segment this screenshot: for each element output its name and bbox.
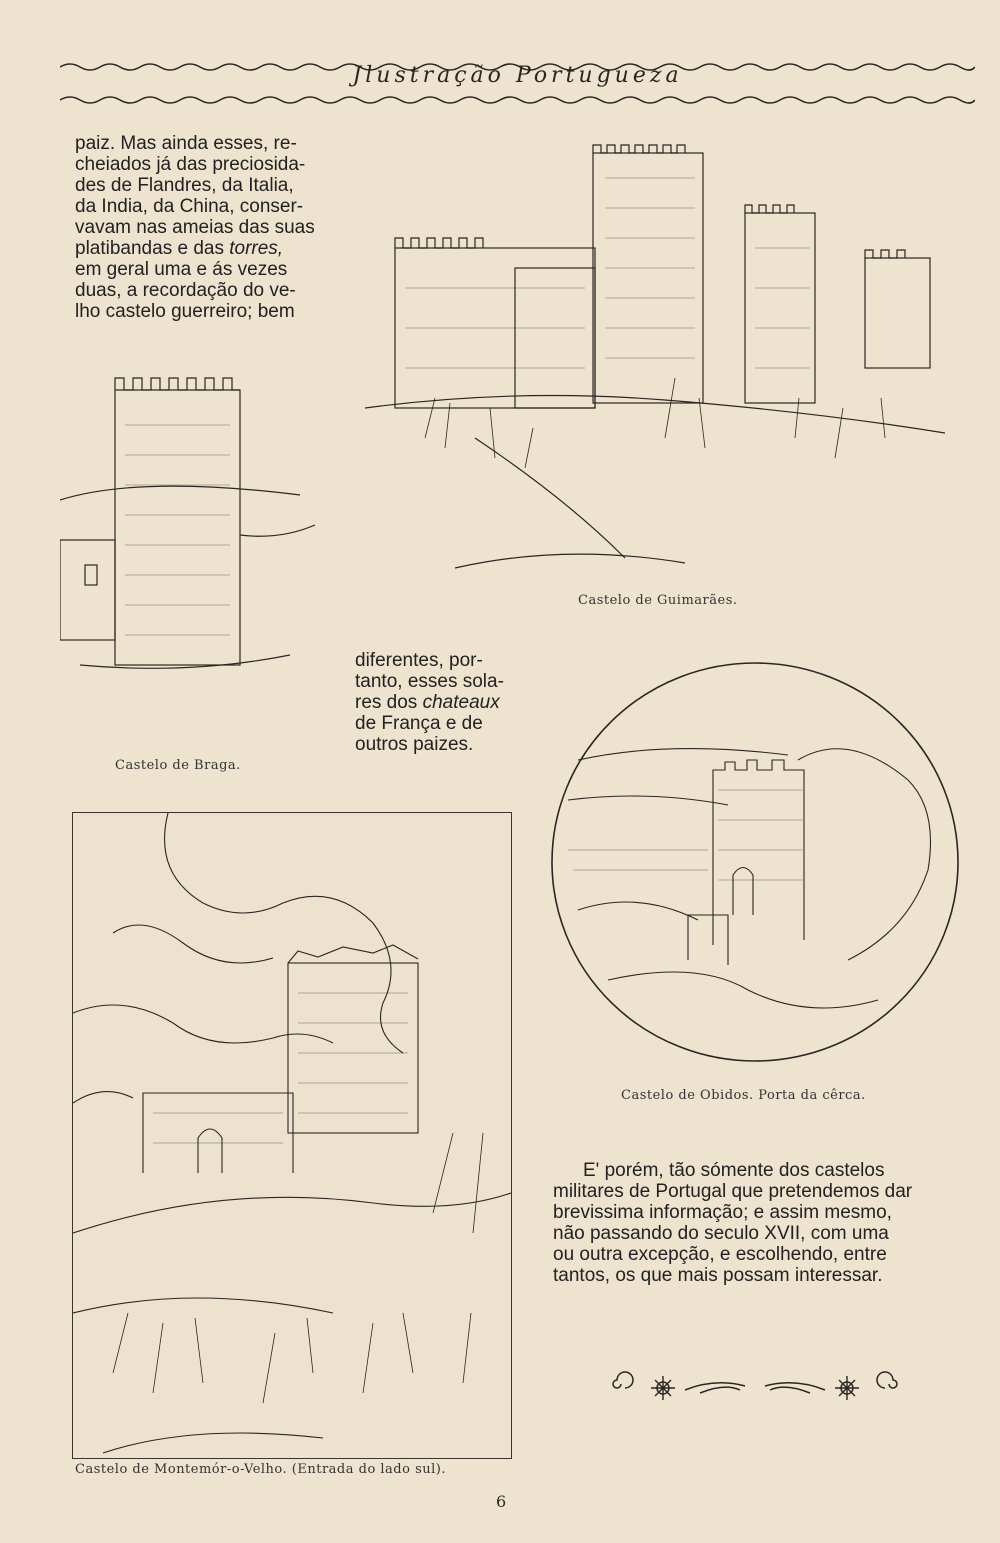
caption-guimaraes: Castelo de Guimarães. <box>578 593 738 608</box>
italic-word: chateaux <box>422 692 500 713</box>
circular-castle-drawing-icon <box>548 660 963 1065</box>
ornament <box>605 1368 905 1408</box>
text-line: diferentes, por- <box>355 650 483 671</box>
obidos-illustration <box>548 660 963 1065</box>
text-line: duas, a recordação do ve- <box>75 280 296 301</box>
text-line: des de Flandres, da Italia, <box>75 175 294 196</box>
text-line: em geral uma e ás vezes <box>75 259 288 280</box>
text-line: não passando do seculo XVII, com uma <box>553 1223 889 1244</box>
castle-ruins-drawing-icon <box>73 813 511 1458</box>
text-line: paiz. Mas ainda esses, re- <box>75 133 297 154</box>
text-line: lho castelo guerreiro; bem <box>75 301 295 322</box>
text-line: tantos, os que mais possam interessar. <box>553 1265 883 1286</box>
castle-drawing-icon <box>365 138 945 588</box>
tower-drawing-icon <box>60 355 315 745</box>
text-line: E' porém, tão sómente dos castelos <box>583 1160 885 1181</box>
text-line: tanto, esses sola- <box>355 671 504 692</box>
braga-illustration <box>60 355 315 745</box>
text-line: ou outra excepção, e escolhendo, entre <box>553 1244 887 1265</box>
text-line <box>75 238 325 259</box>
text-line: militares de Portugal que pretendemos dar <box>553 1181 913 1202</box>
masthead-title: Jlustração Portugueza <box>352 63 683 88</box>
text-line: cheiados já das preciosida- <box>75 154 306 175</box>
intro-text <box>75 133 325 322</box>
montemor-illustration <box>72 812 512 1459</box>
floral-divider-icon <box>605 1368 905 1408</box>
text-line: da India, da China, conser- <box>75 196 304 217</box>
text-fragment: res dos <box>355 692 418 713</box>
text-fragment: platibandas e das <box>75 238 224 259</box>
guimaraes-illustration <box>365 138 945 588</box>
caption-obidos: Castelo de Obidos. Porta da cêrca. <box>621 1088 866 1103</box>
caption-braga: Castelo de Braga. <box>115 758 241 773</box>
text-line: vavam nas ameias das suas <box>75 217 315 238</box>
page-number: 6 <box>496 1492 507 1511</box>
text-line: brevissima informação; e assim mesmo, <box>553 1202 892 1223</box>
caption-montemor: Castelo de Montemór-o-Velho. (Entrada do lado sul). <box>75 1462 446 1477</box>
text-line <box>355 692 540 713</box>
masthead <box>60 55 975 110</box>
middle-text <box>355 650 540 755</box>
closing-text <box>553 1160 963 1286</box>
text-line: outros paizes. <box>355 734 474 755</box>
italic-word: torres, <box>229 238 284 259</box>
text-line: de França e de <box>355 713 483 734</box>
